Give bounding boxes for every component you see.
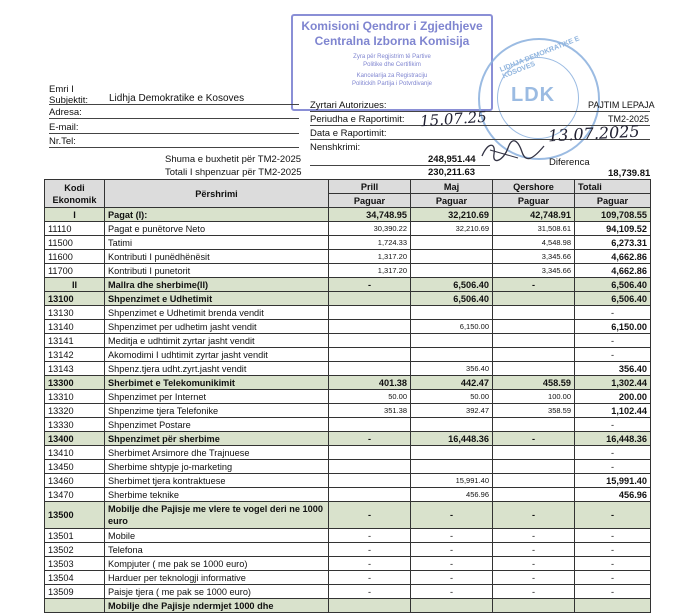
- cell-jun: 42,748.91: [493, 208, 575, 222]
- cell-apr: -: [329, 432, 411, 446]
- cell-total: 16,448.36: [575, 432, 651, 446]
- cell-may: -: [411, 529, 493, 543]
- cell-code: 13504: [45, 571, 105, 585]
- cell-apr: [329, 474, 411, 488]
- table-row: [45, 348, 651, 362]
- cell-jun: [493, 599, 575, 613]
- cell-desc: Sherbime teknike: [105, 488, 329, 502]
- cell-total: 4,662.86: [575, 264, 651, 278]
- cell-jun: -: [493, 432, 575, 446]
- cell-apr: [329, 446, 411, 460]
- cell-total: -: [575, 571, 651, 585]
- subject-name-value: Lidhja Demokratike e Kosoves: [109, 93, 245, 104]
- cell-apr: -: [329, 557, 411, 571]
- cell-desc: Mobilje dhe Pajisje ndermjet 1000 dhe: [105, 599, 329, 613]
- cell-may: 456.96: [411, 488, 493, 502]
- cell-may: 442.47: [411, 376, 493, 390]
- cell-total: -: [575, 502, 651, 529]
- cell-apr: -: [329, 278, 411, 292]
- cell-desc: Kompjuter ( me pak se 1000 euro): [105, 557, 329, 571]
- cell-apr: 50.00: [329, 390, 411, 404]
- cell-jun: 458.59: [493, 376, 575, 390]
- cell-total: [575, 599, 651, 613]
- phone-label: Nr.Tel:: [49, 136, 76, 147]
- cell-total: -: [575, 460, 651, 474]
- cell-may: 356.40: [411, 362, 493, 376]
- cell-desc: Kontributi I punetorit: [105, 264, 329, 278]
- expenses-table: [44, 179, 651, 613]
- cell-code: 13460: [45, 474, 105, 488]
- cell-may: [411, 236, 493, 250]
- cell-apr: 30,390.22: [329, 222, 411, 236]
- commission-stamp: [291, 14, 493, 111]
- cell-desc: Shpenzimet Postare: [105, 418, 329, 432]
- cell-total: 6,150.00: [575, 320, 651, 334]
- stamp-line-1: Komisioni Qendror i Zgjedhjeve: [301, 19, 483, 33]
- cell-total: 4,662.86: [575, 250, 651, 264]
- cell-may: [411, 348, 493, 362]
- cell-total: 200.00: [575, 390, 651, 404]
- cell-jun: 4,548.98: [493, 236, 575, 250]
- table-row: [45, 488, 651, 502]
- cell-may: [411, 306, 493, 320]
- cell-may: [411, 264, 493, 278]
- budget-spent-label: Totali I shpenzuar për TM2-2025: [165, 167, 302, 178]
- cell-desc: Meditja e udhtimit zyrtar jasht vendit: [105, 334, 329, 348]
- cell-jun: [493, 320, 575, 334]
- table-row: [45, 432, 651, 446]
- cell-may: [411, 250, 493, 264]
- cell-total: -: [575, 585, 651, 599]
- cell-apr: -: [329, 502, 411, 529]
- cell-code: 13140: [45, 320, 105, 334]
- divider: [49, 133, 299, 134]
- cell-may: 6,506.40: [411, 278, 493, 292]
- subject-name-label: Emri I Subjektit:: [49, 84, 89, 106]
- cell-desc: Sherbimet Arsimore dhe Trajnuese: [105, 446, 329, 460]
- cell-desc: Sherbimet tjera kontraktuese: [105, 474, 329, 488]
- cell-desc: Mobile: [105, 529, 329, 543]
- cell-apr: -: [329, 529, 411, 543]
- cell-jun: -: [493, 278, 575, 292]
- signature-label: Nenshkrimi:: [310, 142, 361, 153]
- cell-jun: [493, 306, 575, 320]
- table-row: [45, 474, 651, 488]
- cell-jun: 358.59: [493, 404, 575, 418]
- party-stamp-arc-text: LIDHJA DEMOKRATIKE E KOSOVES: [499, 35, 581, 81]
- cell-code: II: [45, 278, 105, 292]
- cell-code: 13141: [45, 334, 105, 348]
- cell-may: [411, 599, 493, 613]
- table-row: [45, 250, 651, 264]
- header-paid: Paguar: [575, 194, 651, 208]
- cell-jun: 3,345.66: [493, 250, 575, 264]
- stamp-line-2: Centralna Izborna Komisija: [314, 34, 470, 48]
- cell-code: 13502: [45, 543, 105, 557]
- cell-may: 32,210.69: [411, 222, 493, 236]
- cell-desc: Mallra dhe sherbime(II): [105, 278, 329, 292]
- signature-scribble: [478, 138, 548, 164]
- table-row: [45, 557, 651, 571]
- budget-spent-value: 230,211.63: [428, 167, 476, 178]
- cell-jun: -: [493, 571, 575, 585]
- cell-desc: Shpenz.tjera udht.zyrt.jasht vendit: [105, 362, 329, 376]
- stamp-small-3: Kancelarija za Registraciju: [356, 73, 428, 79]
- cell-may: 32,210.69: [411, 208, 493, 222]
- divider: [310, 165, 490, 166]
- table-row: [45, 446, 651, 460]
- cell-total: -: [575, 446, 651, 460]
- cell-desc: Kontributi I punëdhënësit: [105, 250, 329, 264]
- table-row: [45, 222, 651, 236]
- cell-desc: Shpenzimet per Internet: [105, 390, 329, 404]
- cell-may: -: [411, 502, 493, 529]
- cell-apr: 1,724.33: [329, 236, 411, 250]
- cell-apr: [329, 460, 411, 474]
- cell-total: 1,302.44: [575, 376, 651, 390]
- cell-total: -: [575, 306, 651, 320]
- cell-jun: -: [493, 529, 575, 543]
- cell-apr: 1,317.20: [329, 250, 411, 264]
- cell-desc: Shpenzimet per udhetim jasht vendit: [105, 320, 329, 334]
- cell-code: 13503: [45, 557, 105, 571]
- cell-code: 13143: [45, 362, 105, 376]
- cell-code: 13470: [45, 488, 105, 502]
- cell-code: 11110: [45, 222, 105, 236]
- table-row: [45, 585, 651, 599]
- cell-apr: -: [329, 571, 411, 585]
- cell-code: 13450: [45, 460, 105, 474]
- cell-jun: [493, 348, 575, 362]
- cell-code: 13130: [45, 306, 105, 320]
- cell-may: 392.47: [411, 404, 493, 418]
- table-row: [45, 571, 651, 585]
- divider: [49, 147, 299, 148]
- cell-total: 109,708.55: [575, 208, 651, 222]
- stamp-small-4: Politickih Partija i Potvrdivanje: [351, 81, 433, 87]
- cell-code: 13501: [45, 529, 105, 543]
- cell-apr: [329, 320, 411, 334]
- cell-apr: [329, 418, 411, 432]
- cell-apr: [329, 306, 411, 320]
- cell-code: 13300: [45, 376, 105, 390]
- table-row: [45, 334, 651, 348]
- email-label: E-mail:: [49, 122, 79, 133]
- cell-desc: Sherbimet e Telekomunikimit: [105, 376, 329, 390]
- cell-jun: [493, 292, 575, 306]
- cell-jun: [493, 334, 575, 348]
- cell-jun: -: [493, 585, 575, 599]
- table-row: [45, 460, 651, 474]
- cell-may: 6,150.00: [411, 320, 493, 334]
- cell-desc: Pagat (I):: [105, 208, 329, 222]
- cell-may: 15,991.40: [411, 474, 493, 488]
- cell-jun: [493, 460, 575, 474]
- cell-may: -: [411, 543, 493, 557]
- cell-total: 6,273.31: [575, 236, 651, 250]
- cell-code: 11700: [45, 264, 105, 278]
- cell-apr: [329, 488, 411, 502]
- stamp-small-1: Zyra për Regjistrim të Partive: [353, 54, 431, 60]
- cell-code: 13330: [45, 418, 105, 432]
- table-row: [45, 529, 651, 543]
- divider: [49, 118, 299, 119]
- cell-may: [411, 334, 493, 348]
- cell-code: 11500: [45, 236, 105, 250]
- cell-jun: -: [493, 557, 575, 571]
- cell-desc: Harduer per teknologji informative: [105, 571, 329, 585]
- cell-total: 6,506.40: [575, 278, 651, 292]
- cell-total: -: [575, 418, 651, 432]
- table-row: [45, 502, 651, 529]
- cell-total: 1,102.44: [575, 404, 651, 418]
- cell-jun: 100.00: [493, 390, 575, 404]
- header-june: Qershore: [493, 180, 575, 194]
- stamp-small-2: Politike dhe Certifikim: [363, 62, 421, 68]
- cell-may: [411, 460, 493, 474]
- cell-apr: 401.38: [329, 376, 411, 390]
- officer-name: PAJTIM LEPAJA: [588, 100, 655, 110]
- cell-apr: 1,317.20: [329, 264, 411, 278]
- cell-apr: -: [329, 585, 411, 599]
- header-paid: Paguar: [329, 194, 411, 208]
- cell-apr: -: [329, 543, 411, 557]
- difference-label: Diferenca: [549, 157, 590, 168]
- table-row: [45, 264, 651, 278]
- table-header-row: [45, 180, 651, 194]
- cell-may: -: [411, 571, 493, 585]
- cell-jun: [493, 446, 575, 460]
- cell-desc: Shpenzime tjera Telefonike: [105, 404, 329, 418]
- authorized-officer-label: Zyrtari Autorizues:: [310, 100, 387, 111]
- cell-desc: Sherbime shtypje jo-marketing: [105, 460, 329, 474]
- header-description: Përshrimi: [105, 180, 329, 208]
- cell-code: 13500: [45, 502, 105, 529]
- cell-may: -: [411, 585, 493, 599]
- cell-apr: [329, 599, 411, 613]
- cell-desc: Shpenzimet e Udhetimit brenda vendit: [105, 306, 329, 320]
- cell-total: 456.96: [575, 488, 651, 502]
- header-code: Kodi Ekonomik: [45, 180, 105, 208]
- cell-total: -: [575, 543, 651, 557]
- cell-apr: [329, 292, 411, 306]
- cell-jun: [493, 362, 575, 376]
- table-row: [45, 418, 651, 432]
- cell-code: 13310: [45, 390, 105, 404]
- divider: [49, 104, 299, 105]
- table-row: [45, 376, 651, 390]
- cell-desc: Tatimi: [105, 236, 329, 250]
- table-row: [45, 306, 651, 320]
- cell-code: 11600: [45, 250, 105, 264]
- cell-desc: Paisje tjera ( me pak se 1000 euro): [105, 585, 329, 599]
- cell-total: 15,991.40: [575, 474, 651, 488]
- cell-code: 13100: [45, 292, 105, 306]
- cell-jun: 31,508.61: [493, 222, 575, 236]
- cell-code: I: [45, 208, 105, 222]
- cell-desc: Shpenzimet për sherbime: [105, 432, 329, 446]
- budget-total-label: Shuma e buxhetit për TM2-2025: [165, 154, 302, 165]
- cell-jun: [493, 474, 575, 488]
- cell-code: 13410: [45, 446, 105, 460]
- header-may: Maj: [411, 180, 493, 194]
- table-row: [45, 362, 651, 376]
- cell-code: [45, 599, 105, 613]
- table-row: [45, 390, 651, 404]
- cell-total: 94,109.52: [575, 222, 651, 236]
- reporting-period-label: Periudha e Raportimit:: [310, 114, 405, 125]
- party-stamp-logo: LDK: [511, 84, 556, 106]
- cell-desc: Akomodimi I udhtimit zyrtar jasht vendit: [105, 348, 329, 362]
- cell-may: -: [411, 557, 493, 571]
- table-row: [45, 320, 651, 334]
- cell-may: [411, 418, 493, 432]
- budget-total-value: 248,951.44: [428, 154, 476, 165]
- handwritten-date: 13.07.2025: [547, 121, 641, 146]
- cell-apr: 351.38: [329, 404, 411, 418]
- table-row: [45, 404, 651, 418]
- cell-code: 13509: [45, 585, 105, 599]
- difference-value: 18,739.81: [608, 168, 651, 179]
- cell-apr: [329, 334, 411, 348]
- cell-total: 6,506.40: [575, 292, 651, 306]
- cell-total: -: [575, 334, 651, 348]
- table-row: [45, 543, 651, 557]
- period-value: TM2-2025: [608, 114, 650, 124]
- table-row: [45, 278, 651, 292]
- cell-may: 16,448.36: [411, 432, 493, 446]
- cell-apr: [329, 348, 411, 362]
- cell-code: 13320: [45, 404, 105, 418]
- cell-total: -: [575, 348, 651, 362]
- cell-may: 6,506.40: [411, 292, 493, 306]
- cell-total: -: [575, 557, 651, 571]
- cell-may: [411, 446, 493, 460]
- header-april: Prill: [329, 180, 411, 194]
- cell-desc: Telefona: [105, 543, 329, 557]
- cell-apr: [329, 362, 411, 376]
- cell-jun: -: [493, 502, 575, 529]
- cell-jun: [493, 488, 575, 502]
- cell-may: 50.00: [411, 390, 493, 404]
- header-paid: Paguar: [411, 194, 493, 208]
- cell-code: 13400: [45, 432, 105, 446]
- cell-desc: Shpenzimet e Udhetimit: [105, 292, 329, 306]
- table-row: [45, 208, 651, 222]
- table-row: [45, 599, 651, 613]
- header-paid: Paguar: [493, 194, 575, 208]
- handwritten-period: 15.07.25: [419, 107, 488, 131]
- cell-jun: -: [493, 543, 575, 557]
- address-label: Adresa:: [49, 107, 82, 118]
- cell-jun: [493, 418, 575, 432]
- cell-apr: 34,748.95: [329, 208, 411, 222]
- cell-jun: 3,345.66: [493, 264, 575, 278]
- cell-total: 356.40: [575, 362, 651, 376]
- cell-code: 13142: [45, 348, 105, 362]
- report-date-label: Data e Raportimit:: [310, 128, 387, 139]
- header-total: Totali: [575, 180, 651, 194]
- cell-desc: Pagat e punëtorve Neto: [105, 222, 329, 236]
- cell-total: -: [575, 529, 651, 543]
- table-row: [45, 236, 651, 250]
- cell-desc: Mobilje dhe Pajisje me vlere te vogel deri ne 1000 euro: [105, 502, 329, 529]
- table-row: [45, 292, 651, 306]
